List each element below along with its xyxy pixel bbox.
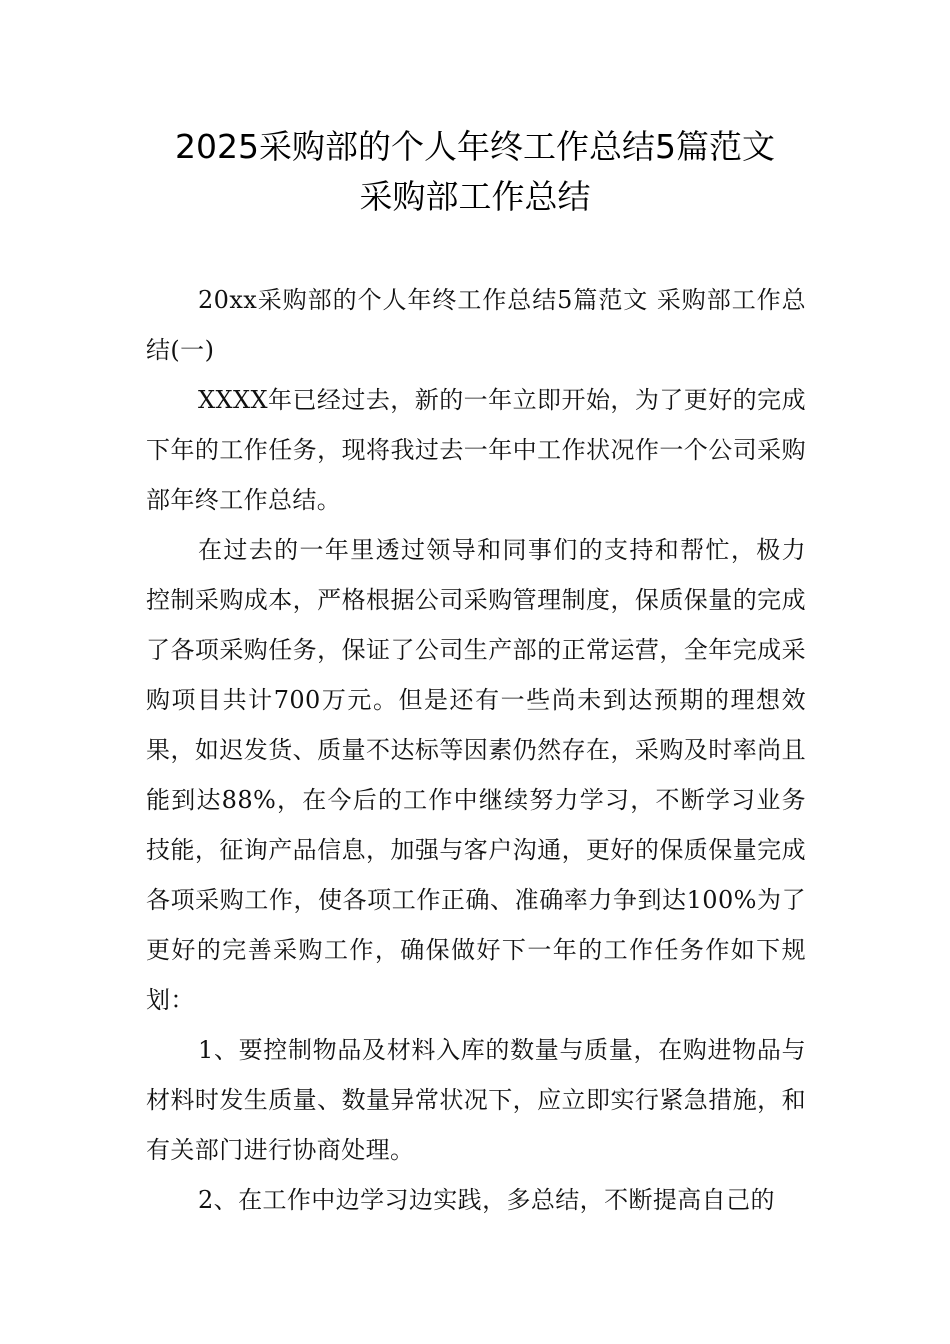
title-line-2: 采购部工作总结	[359, 177, 591, 216]
paragraph-intro: 20xx采购部的个人年终工作总结5篇范文 采购部工作总结(一)	[146, 286, 806, 364]
paragraph-review: 在过去的一年里透过领导和同事们的支持和帮忙，极力控制采购成本，严格根据公司采购管理制度，保质保量的完成了各项采购任务，保证了公司生产部的正常运营，全年完成采购项目共计700万元。但是还有一些尚未到达预期的理想效果，如迟发货、质量不达标等因素仍然存在，采购及时率尚且能到达88%，在今后的工作中继续努力学习，不断学习业务技能，征询产品信息，加强与客户沟通，更好的保质保量完成各项采购工作，使各项工作正确、准确率力争到达100%为了更好的完善采购工作，确保做好下一年的工作任务作如下规划：	[146, 536, 806, 1014]
title-line-1: 2025采购部的个人年终工作总结5篇范文	[175, 127, 775, 166]
paragraph-plan-item-1: 1、要控制物品及材料入库的数量与质量，在购进物品与材料时发生质量、数量异常状况下，应立即实行紧急措施，和有关部门进行协商处理。	[146, 1036, 806, 1164]
paragraph-opening: XXXX年已经过去，新的一年立即开始，为了更好的完成下年的工作任务，现将我过去一年中工作状况作一个公司采购部年终工作总结。	[146, 386, 806, 514]
paragraph-plan-item-2: 2、在工作中边学习边实践，多总结，不断提高自己的	[198, 1186, 775, 1214]
document-body	[146, 275, 806, 1225]
document-title	[0, 122, 950, 222]
